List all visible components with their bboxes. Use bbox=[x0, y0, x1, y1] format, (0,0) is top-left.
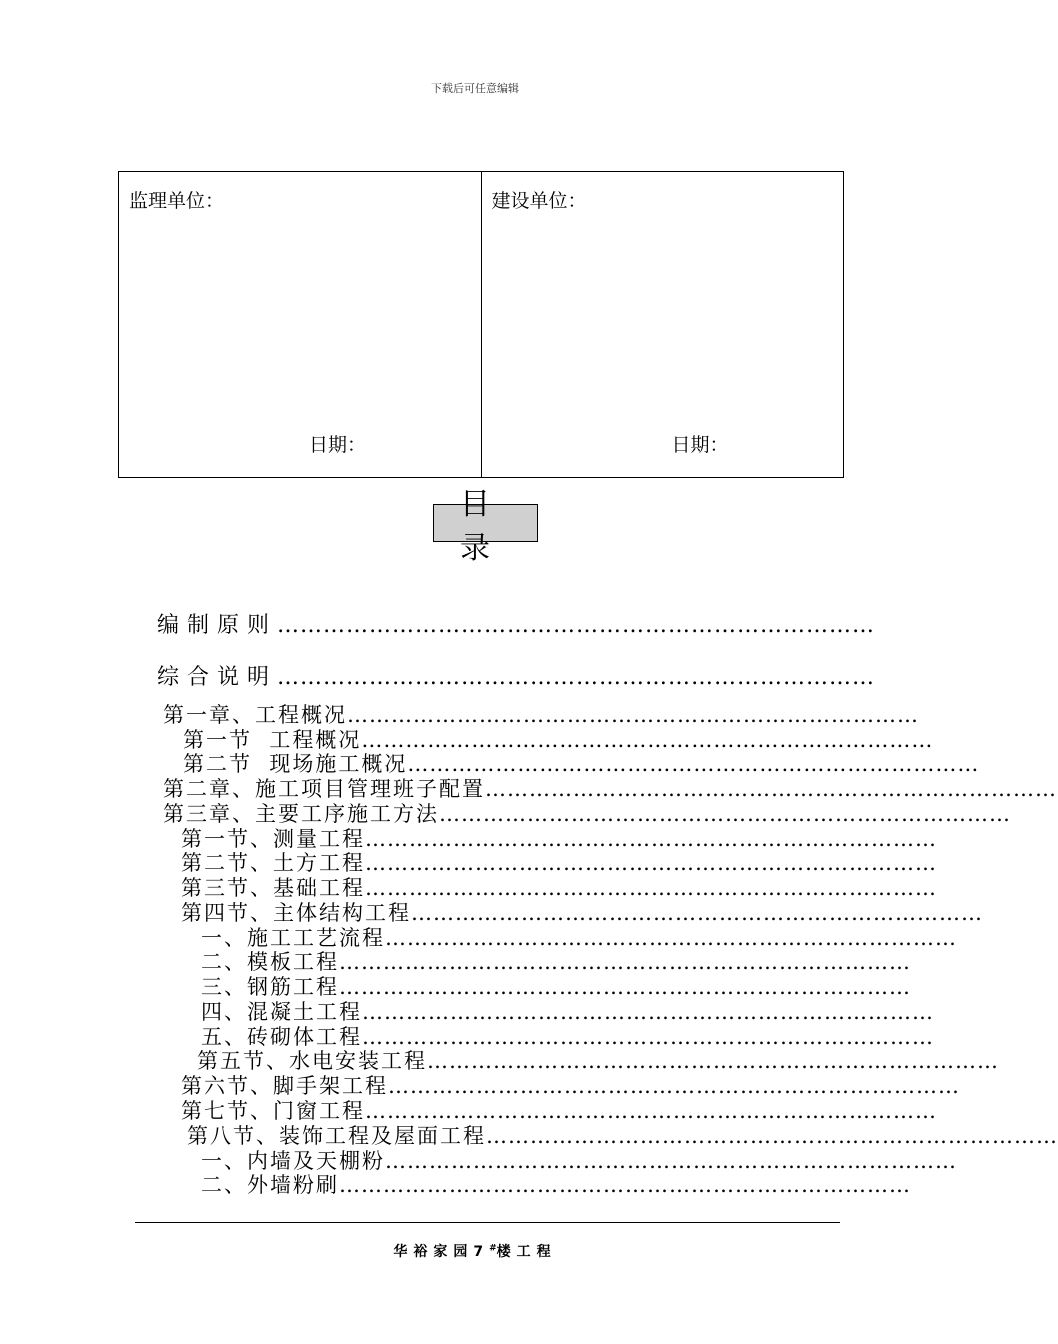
toc-entry-text: 二、模板工程 bbox=[201, 950, 339, 974]
toc-leader-dots: …………………………………………………………………… bbox=[385, 926, 957, 950]
toc-leader-dots: …………………………………………………………………… bbox=[427, 1049, 999, 1073]
toc-title: 目 录 bbox=[433, 504, 538, 542]
signature-table bbox=[118, 171, 844, 478]
toc-entry-text: 编制原则 bbox=[157, 613, 278, 638]
toc-leader-dots: …………………………………………………………………… bbox=[339, 1173, 911, 1197]
toc-leader-dots: …………………………………………………………………… bbox=[277, 613, 876, 638]
supervisor-label: 监理单位： bbox=[129, 190, 225, 212]
toc-entry-text: 第二节 现场施工概况 bbox=[183, 752, 408, 776]
toc-entry-text: 第二章、施工项目管理班子配置 bbox=[163, 777, 485, 801]
footer-rule bbox=[135, 1222, 840, 1223]
toc-entry[interactable] bbox=[157, 660, 876, 691]
toc-leader-dots: …………………………………………………………………… bbox=[362, 1000, 934, 1024]
toc-entry-text: 三、钢筋工程 bbox=[201, 975, 339, 999]
toc-leader-dots: …………………………………………………………………… bbox=[362, 1025, 934, 1049]
toc-entry-text: 第二节、土方工程 bbox=[181, 851, 365, 875]
footer-project-name bbox=[0, 1241, 950, 1261]
toc-leader-dots: …………………………………………………………………… bbox=[339, 950, 911, 974]
toc-leader-dots: …………………………………………………………………… bbox=[277, 665, 876, 690]
toc-entry-text: 第八节、装饰工程及屋面工程 bbox=[187, 1124, 486, 1148]
toc-entry-text: 一、施工工艺流程 bbox=[201, 926, 385, 950]
toc-entry-text: 一、内墙及天棚粉 bbox=[201, 1149, 385, 1173]
toc-entry[interactable] bbox=[201, 1169, 911, 1199]
toc-leader-dots: …………………………………………………………………… bbox=[347, 703, 919, 727]
owner-cell bbox=[481, 172, 844, 477]
supervisor-cell bbox=[119, 172, 481, 477]
toc-leader-dots: …………………………………………………………………… bbox=[485, 777, 1057, 801]
footer-sup: # bbox=[489, 1243, 497, 1254]
header-note: 下载后可任意编辑 bbox=[431, 82, 519, 95]
footer-prefix: 华裕家园7 bbox=[393, 1244, 490, 1260]
toc-entry-text: 第三章、主要工序施工方法 bbox=[163, 802, 439, 826]
toc-leader-dots: …………………………………………………………………… bbox=[365, 851, 937, 875]
toc-entry-text: 第六节、脚手架工程 bbox=[181, 1074, 388, 1098]
toc-entry-text: 第一节 工程概况 bbox=[183, 728, 362, 752]
toc-leader-dots: …………………………………………………………………… bbox=[388, 1074, 960, 1098]
toc-entry-text: 综合说明 bbox=[157, 665, 278, 690]
toc-leader-dots: …………………………………………………………………… bbox=[411, 901, 983, 925]
toc-leader-dots: …………………………………………………………………… bbox=[439, 802, 1011, 826]
toc-entry-text: 第四节、主体结构工程 bbox=[181, 901, 411, 925]
toc-entry-text: 第三节、基础工程 bbox=[181, 876, 365, 900]
supervisor-date-label: 日期： bbox=[309, 434, 367, 456]
toc-entry-text: 第一章、工程概况 bbox=[163, 703, 347, 727]
toc-entry-text: 第五节、水电安装工程 bbox=[197, 1049, 427, 1073]
toc-leader-dots: …………………………………………………………………… bbox=[365, 1099, 937, 1123]
toc-leader-dots: …………………………………………………………………… bbox=[339, 975, 911, 999]
owner-date-label: 日期： bbox=[671, 434, 729, 456]
toc-entry-text: 第一节、测量工程 bbox=[181, 827, 365, 851]
toc-leader-dots: …………………………………………………………………… bbox=[407, 752, 980, 776]
toc-leader-dots: …………………………………………………………………… bbox=[361, 728, 934, 752]
toc-leader-dots: …………………………………………………………………… bbox=[365, 876, 937, 900]
toc-leader-dots: …………………………………………………………………… bbox=[385, 1149, 957, 1173]
toc-entry[interactable] bbox=[157, 608, 876, 639]
toc-leader-dots: …………………………………………………………………… bbox=[486, 1124, 1058, 1148]
footer-suffix: 楼工程 bbox=[496, 1244, 557, 1260]
toc-entry-text: 二、外墙粉刷 bbox=[201, 1173, 339, 1197]
toc-entry-text: 第七节、门窗工程 bbox=[181, 1099, 365, 1123]
toc-entry-text: 四、混凝土工程 bbox=[201, 1000, 362, 1024]
toc-entry-text: 五、砖砌体工程 bbox=[201, 1025, 362, 1049]
toc-leader-dots: …………………………………………………………………… bbox=[365, 827, 937, 851]
owner-label: 建设单位： bbox=[491, 190, 587, 212]
